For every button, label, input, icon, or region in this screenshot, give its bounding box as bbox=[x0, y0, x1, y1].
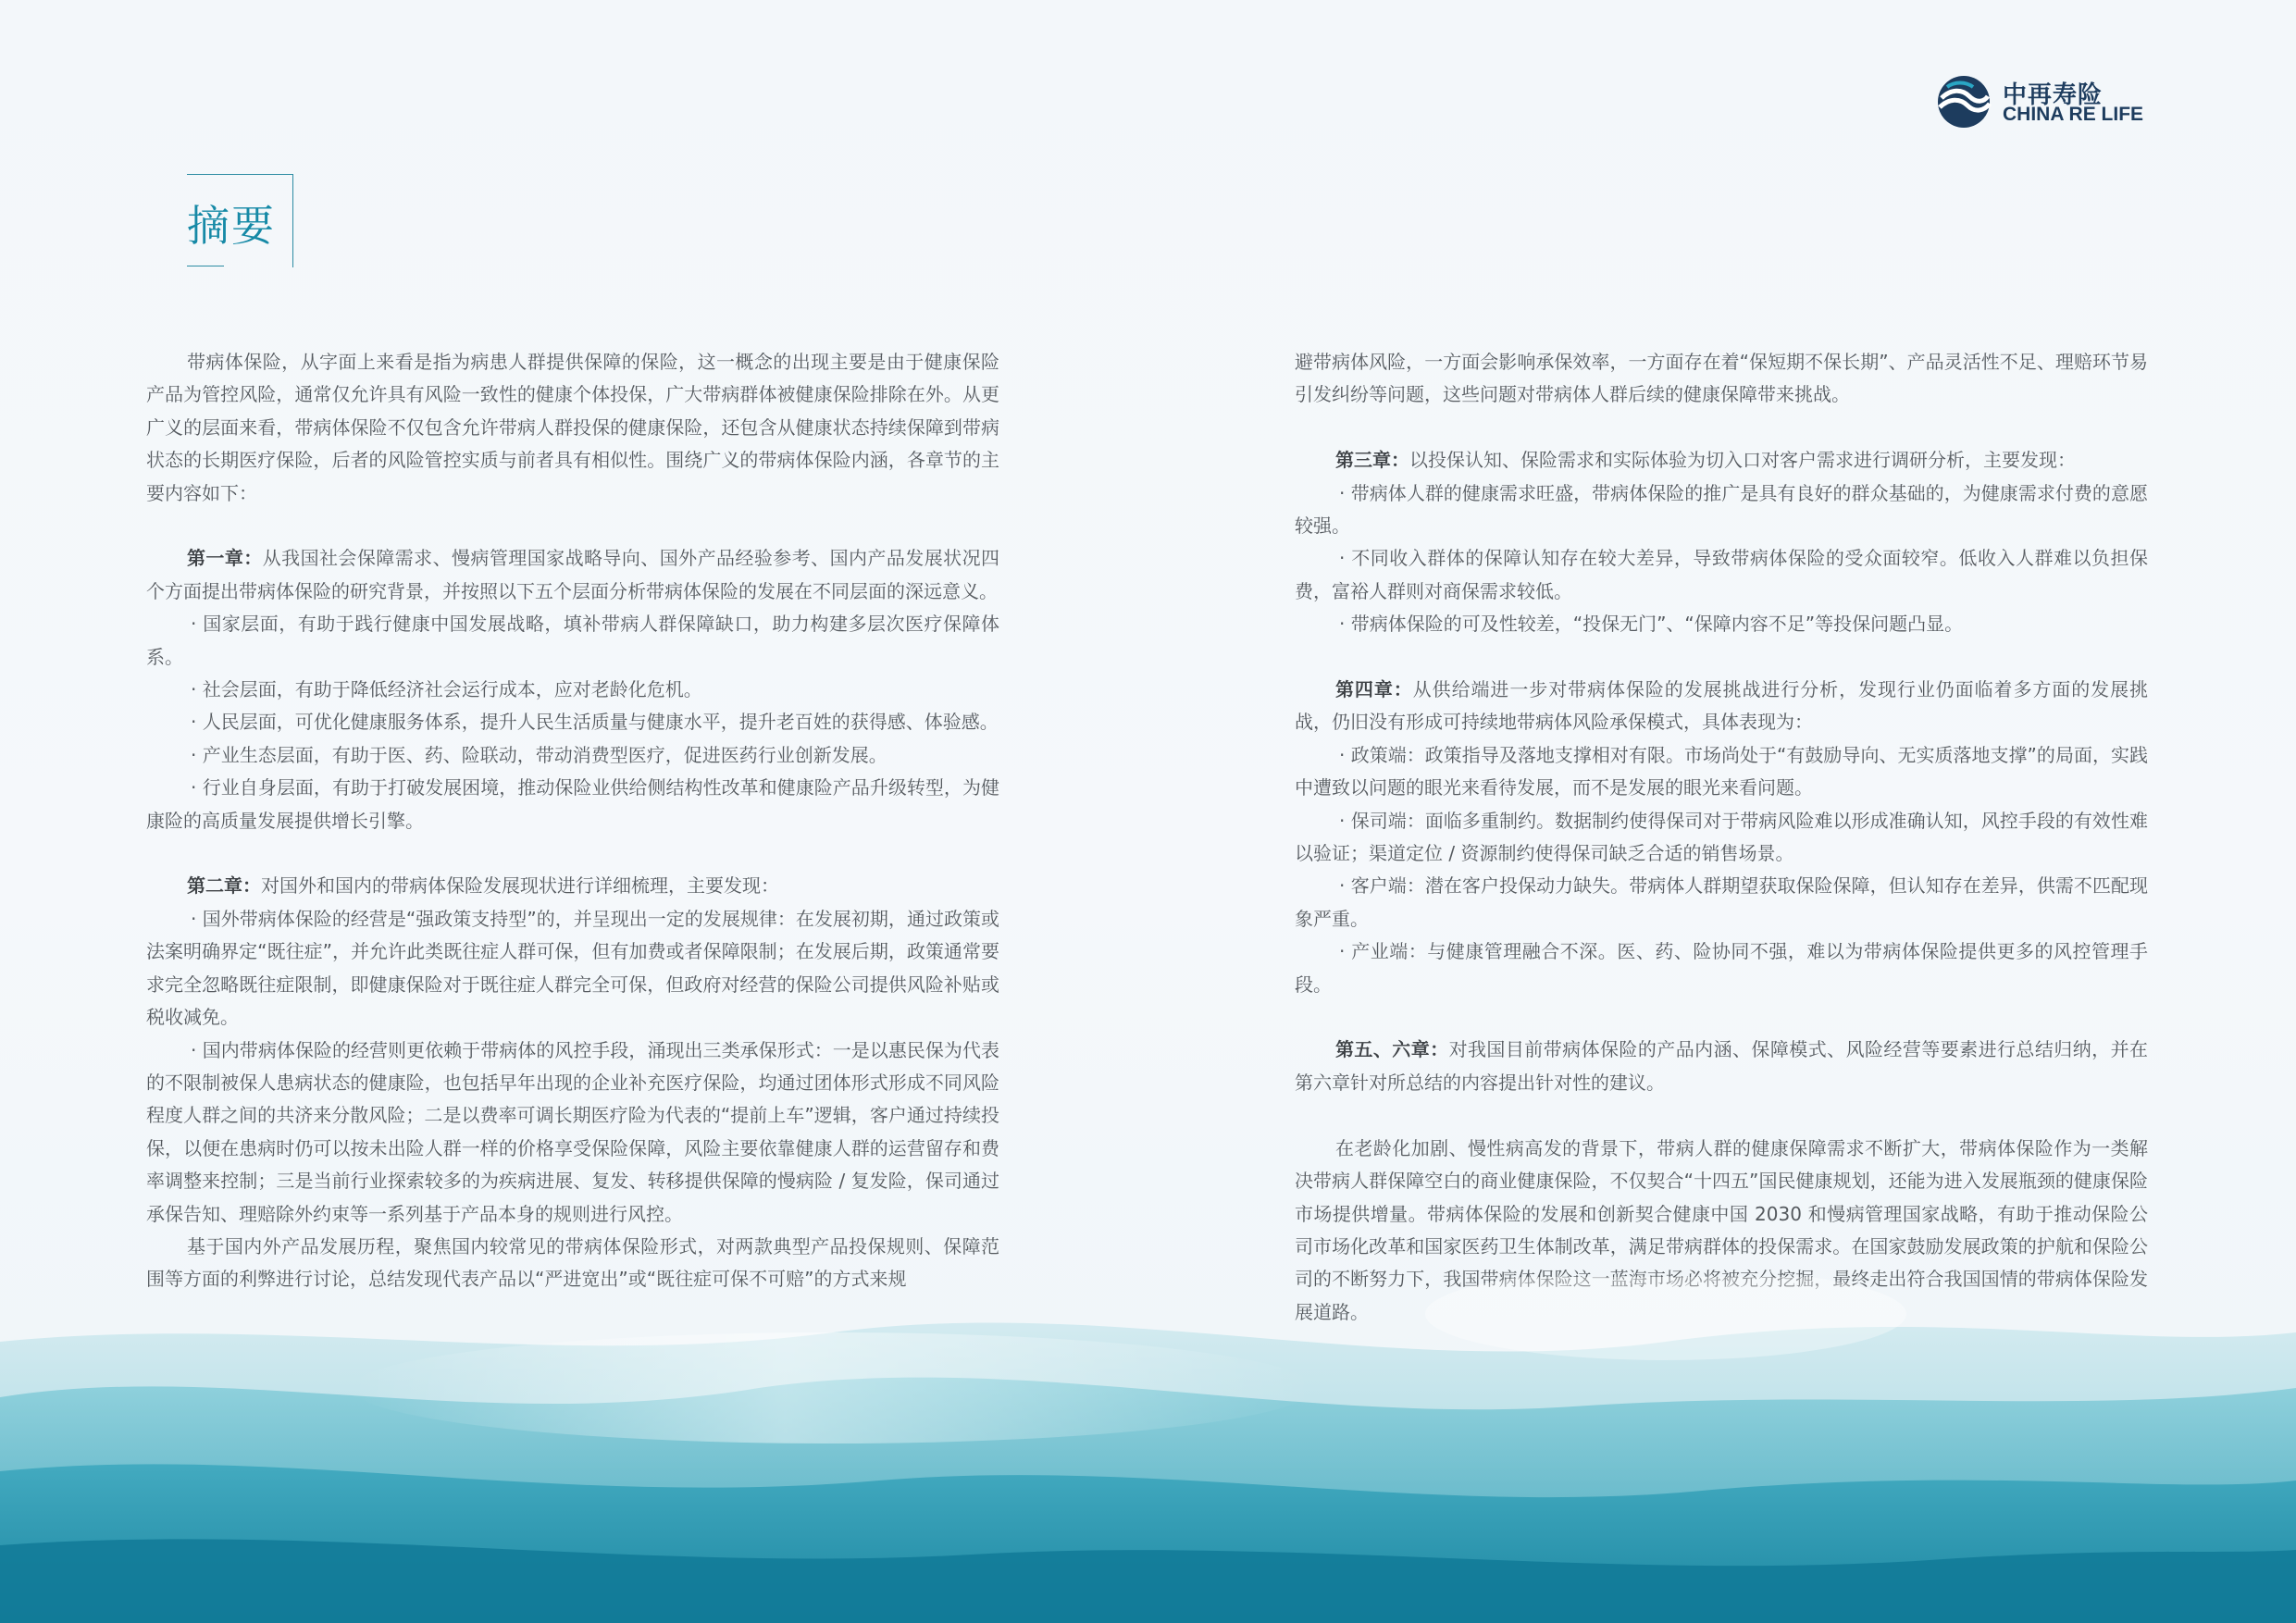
chapter-5-6 bbox=[1295, 1034, 2148, 1099]
list-item: · 客户端：潜在客户投保动力缺失。带病体人群期望获取保险保障，但认知存在差异，供需不匹配现象严重。 bbox=[1295, 874, 2148, 930]
chapter-3-body: 以投保认知、保险需求和实际体验为切入口对客户需求进行调研分析，主要发现： bbox=[1409, 449, 2076, 472]
list-item: · 国外带病体保险的经营是“强政策支持型”的，并呈现出一定的发展规律：在发展初期，通过政策或法案明确界定“既往症”，并允许此类既往症人群可保，但有加费或者保障限制；在发展后期，政策通常要求完全忽略既往症限制，即健康保险对于既往症人群完全可保，但政府对经营的保险公司提供风险补贴或税收减免。 bbox=[146, 907, 999, 1029]
ocean-wave-decoration bbox=[0, 1277, 2296, 1623]
chapter-4-heading: 第四章： bbox=[1335, 678, 1413, 701]
intro-paragraph: 带病体保险，从字面上来看是指为病患人群提供保障的保险，这一概念的出现主要是由于健康保险产品为管控风险，通常仅允许具有风险一致性的健康个体投保，广大带病群体被健康保险排除在外。从更广义的层面来看，带病体保险不仅包含允许带病人群投保的健康保险，还包含从健康状态持续保障到带病状态的长期医疗保险，后者的风险管控实质与前者具有相似性。围绕广义的带病体保险内涵，各章节的主要内容如下： bbox=[146, 351, 999, 504]
list-item: · 社会层面，有助于降低经济社会运行成本，应对老龄化危机。 bbox=[191, 678, 702, 701]
china-re-wave-logo-icon bbox=[1936, 74, 1992, 130]
conclusion-paragraph: 在老龄化加剧、慢性病高发的背景下，带病人群的健康保障需求不断扩大，带病体保险作为一类解决带病人群保障空白的商业健康保险，不仅契合“十四五”国民健康规划，还能为进入发展瓶颈的健康保险市场提供增量。带病体保险的发展和创新契合健康中国 2030 和慢病管理国家战略，有助于推动保险公司市场化改革和国家医药卫生体制改革，满足带病群体的投保需求。在国家鼓励发展政策的护航和保险公司的不断努力下，我国带病体保险这一蓝海市场必将被充分挖掘，最终走出符合我国国情的带病体保险发展道路。 bbox=[1295, 1136, 2148, 1323]
logo-text-cn: 中再寿险 bbox=[2003, 81, 2104, 109]
chapter-2-tail: 基于国内外产品发展历程，聚焦国内较常见的带病体保险形式，对两款典型产品投保规则、保障范围等方面的利弊进行讨论，总结发现代表产品以“严进宽出”或“既往症可保不可赔”的方式来规 bbox=[146, 1234, 999, 1291]
chapter-1-heading: 第一章： bbox=[187, 547, 263, 570]
list-item: · 保司端：面临多重制约。数据制约使得保司对于带病风险难以形成准确认知，风控手段的有效性难以验证；渠道定位 / 资源制约使得保司缺乏合适的销售场景。 bbox=[1295, 809, 2148, 865]
list-item: · 人民层面，可优化健康服务体系，提升人民生活质量与健康水平，提升老百姓的获得感、体验感。 bbox=[191, 711, 999, 734]
chapter-2-body: 对国外和国内的带病体保险发展现状进行详细梳理，主要发现： bbox=[261, 874, 779, 898]
chapter-3 bbox=[1295, 444, 2148, 477]
list-item: · 政策端：政策指导及落地支撑相对有限。市场尚处于“有鼓励导向、无实质落地支撑”的局面，实践中遭致以问题的眼光来看待发展，而不是发展的眼光来看问题。 bbox=[1295, 743, 2148, 799]
list-item: · 带病体保险的可及性较差，“投保无门”、“保障内容不足”等投保问题凸显。 bbox=[1339, 613, 1964, 636]
chapter-2-heading: 第二章： bbox=[187, 874, 261, 898]
list-item: · 产业端：与健康管理融合不深。医、药、险协同不强，难以为带病体保险提供更多的风控管理手段。 bbox=[1295, 940, 2148, 996]
chapter-1-body: 从我国社会保障需求、慢病管理国家战略导向、国外产品经验参考、国内产品发展状况四个方面提出带病体保险的研究背景，并按照以下五个层面分析带病体保险的发展在不同层面的深远意义。 bbox=[146, 547, 1000, 602]
logo-text-en: CHINA RE LIFE bbox=[2003, 104, 2144, 125]
list-item: · 国内带病体保险的经营则更依赖于带病体的风控手段，涌现出三类承保形式：一是以惠民保为代表的不限制被保人患病状态的健康险，也包括早年出现的企业补充医疗保险，均通过团体形式形成不同风险程度人群之间的共济来分散风险；二是以费率可调长期医疗险为代表的“提前上车”逻辑，客户通过持续投保，以便在患病时仍可以按未出险人群一样的价格享受保险保障，风险主要依靠健康人群的运营留存和费率调整来控制；三是当前行业探索较多的为疾病进展、复发、转移提供保障的慢病险 / 复发险，保司通过承保告知、理赔除外约束等一系列基于产品本身的规则进行风控。 bbox=[146, 1038, 999, 1225]
left-column bbox=[146, 346, 999, 1296]
continued-paragraph: 避带病体风险，一方面会影响承保效率，一方面存在着“保短期不保长期”、产品灵活性不足、理赔环节易引发纠纷等问题，这些问题对带病体人群后续的健康保障带来挑战。 bbox=[1295, 351, 2148, 406]
chapter-3-heading: 第三章： bbox=[1335, 449, 1409, 472]
company-logo bbox=[1936, 74, 2151, 131]
chapter-4-body: 从供给端进一步对带病体保险的发展挑战进行分析，发现行业仍面临着多方面的发展挑战，仍旧没有形成可持续地带病体风险承保模式，具体表现为： bbox=[1295, 678, 2149, 734]
list-item: · 不同收入群体的保障认知存在较大差异，导致带病体保险的受众面较窄。低收入人群难以负担保费，富裕人群则对商保需求较低。 bbox=[1295, 547, 2148, 602]
page-title: 摘要 bbox=[187, 201, 276, 251]
chapter-5-6-heading: 第五、六章： bbox=[1335, 1038, 1449, 1061]
list-item: · 产业生态层面，有助于医、药、险联动，带动消费型医疗，促进医药行业创新发展。 bbox=[191, 743, 887, 766]
right-column bbox=[1295, 346, 2148, 1329]
list-item: · 国家层面，有助于践行健康中国发展战略，填补带病人群保障缺口，助力构建多层次医疗保障体系。 bbox=[146, 613, 999, 668]
list-item: · 带病体人群的健康需求旺盛，带病体保险的推广是具有良好的群众基础的，为健康需求付费的意愿较强。 bbox=[1295, 481, 2148, 538]
chapter-2 bbox=[146, 870, 999, 902]
chapter-4 bbox=[1295, 674, 2148, 739]
chapter-1 bbox=[146, 542, 999, 608]
chapter-5-6-body: 对我国目前带病体保险的产品内涵、保障模式、风险经营等要素进行总结归纳，并在第六章针对所总结的内容提出针对性的建议。 bbox=[1295, 1038, 2149, 1094]
list-item: · 行业自身层面，有助于打破发展困境，推动保险业供给侧结构性改革和健康险产品升级转型，为健康险的高质量发展提供增长引擎。 bbox=[146, 776, 999, 832]
